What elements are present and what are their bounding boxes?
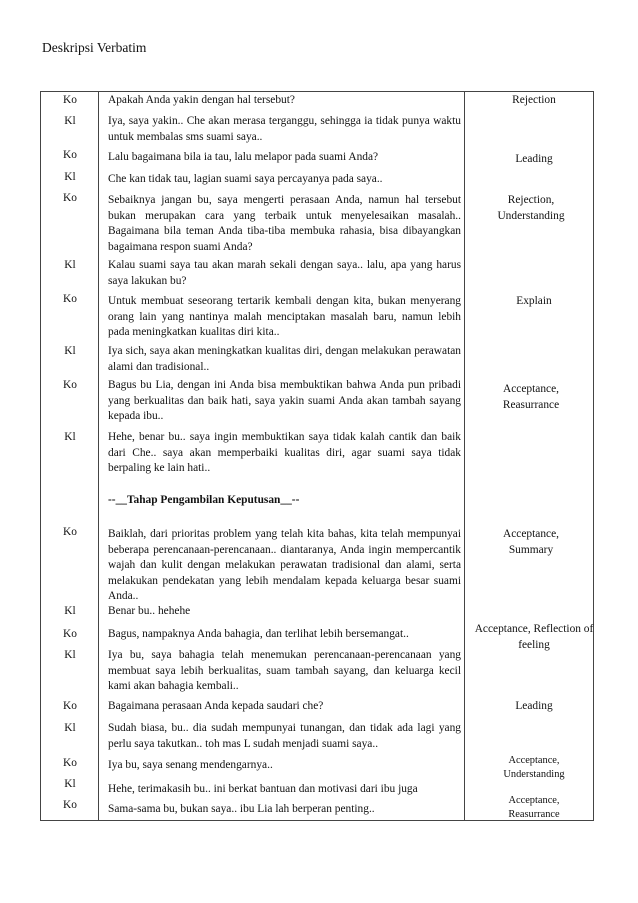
speaker-cell: Ko (63, 628, 77, 640)
utterance-cell: Sama-sama bu, bukan saya.. ibu Lia lah berperan penting.. (108, 803, 375, 815)
verbatim-table (40, 91, 594, 821)
speaker-cell: Ko (63, 94, 77, 106)
utterance-cell: Hehe, benar bu.. saya ingin membuktikan saya tidak kalah cantik dan baik dari Che.. saya akan memperbaiki kualitas diri, agar suami saya tidak berpaling ke lain hati.. (108, 431, 461, 475)
utterance-cell: Iya bu, saya senang mendengarnya.. (108, 759, 273, 771)
label-cell: Leading (515, 153, 553, 165)
utterance-cell: Kalau suami saya tau akan marah sekali dengan saya.. lalu, apa yang harus saya lakukan bu? (108, 259, 461, 287)
speaker-cell: Kl (64, 649, 76, 661)
column-divider (464, 92, 465, 820)
speaker-cell: Ko (63, 799, 77, 811)
speaker-cell: Kl (64, 115, 76, 127)
label-cell: Rejection (512, 94, 556, 106)
speaker-cell: Kl (64, 259, 76, 271)
label-cell: Acceptance, Summary (503, 528, 559, 556)
utterance-cell: Untuk membuat seseorang tertarik kembali dengan kita, bukan menyerang orang lain yang nantinya malah menciptakan masalah baru, namun lebih pada meningkatkan kualitas diri kita.. (108, 295, 461, 339)
speaker-cell: Ko (63, 293, 77, 305)
speaker-cell: Kl (64, 345, 76, 357)
label-cell: Explain (516, 295, 552, 307)
speaker-cell: Ko (63, 379, 77, 391)
utterance-cell: Apakah Anda yakin dengan hal tersebut? (108, 94, 295, 106)
speaker-cell: Ko (63, 757, 77, 769)
speaker-cell: Kl (64, 605, 76, 617)
utterance-cell: Hehe, terimakasih bu.. ini berkat bantuan dan motivasi dari ibu juga (108, 783, 418, 795)
section-heading: --__Tahap Pengambilan Keputusan__-- (108, 494, 300, 506)
speaker-cell: Ko (63, 149, 77, 161)
speaker-cell: Kl (64, 778, 76, 790)
speaker-cell: Kl (64, 431, 76, 443)
utterance-cell: Bagus bu Lia, dengan ini Anda bisa membuktikan bahwa Anda pun pribadi yang berkualitas dan baik hati, saya yakin suami Anda akan tambah sayang kepada ibu.. (108, 379, 461, 423)
utterance-cell: Benar bu.. hehehe (108, 605, 191, 617)
utterance-cell: Che kan tidak tau, lagian suami saya percayanya pada saya.. (108, 173, 383, 185)
speaker-cell: Ko (63, 526, 77, 538)
page-title: Deskripsi Verbatim (42, 40, 147, 55)
label-cell: Acceptance, Reflection of feeling (474, 623, 594, 651)
label-cell: Acceptance, Reasurrance (502, 383, 560, 411)
speaker-cell: Kl (64, 171, 76, 183)
utterance-cell: Iya bu, saya bahagia telah menemukan perencanaan-perencanaan yang membuat saya lebih berkualitas, suam tambah sayang, dan keluarga kecil kami akan bahagia kembali.. (108, 649, 461, 693)
speaker-cell: Kl (64, 722, 76, 734)
label-cell: Acceptance, Understanding (503, 755, 565, 780)
speaker-cell: Ko (63, 192, 77, 204)
speaker-cell: Ko (63, 700, 77, 712)
label-cell: Acceptance, Reasurrance (508, 795, 560, 820)
utterance-cell: Baiklah, dari prioritas problem yang telah kita bahas, kita telah mempunyai beberapa perencanaan-perencanaan.. diantaranya, Anda ingin mempercantik wajah dan kulit dengan melakukan perawatan tradisional dan alami, serta melakukan pendekatan yang lebih mendalam kepada keluarga besar suami Anda.. (108, 528, 461, 603)
utterance-cell: Iya sich, saya akan meningkatkan kualitas diri, dengan melakukan perawatan alami dan tradisional.. (108, 345, 461, 373)
utterance-cell: Sebaiknya jangan bu, saya mengerti perasaan Anda, namun hal tersebut bukan merupakan cara yang terbaik untuk menyelesaikan masalah.. Bagaimana bila teman Anda tiba-tiba membuka rahasia, bisa dibayangkan bagaimana respon suami Anda? (108, 194, 461, 253)
utterance-cell: Lalu bagaimana bila ia tau, lalu melapor pada suami Anda? (108, 151, 379, 163)
utterance-cell: Sudah biasa, bu.. dia sudah mempunyai tunangan, dan tidak ada lagi yang perlu saya takutkan.. toh mas L sudah menjadi suami saya.. (108, 722, 461, 750)
label-cell: Leading (515, 700, 553, 712)
utterance-cell: Iya, saya yakin.. Che akan merasa terganggu, sehingga ia tidak punya waktu untuk membalas sms suami saya.. (108, 115, 461, 143)
utterance-cell: Bagaimana perasaan Anda kepada saudari che? (108, 700, 324, 712)
label-cell: Rejection, Understanding (497, 194, 565, 222)
utterance-cell: Bagus, nampaknya Anda bahagia, dan terlihat lebih bersemangat.. (108, 628, 409, 640)
